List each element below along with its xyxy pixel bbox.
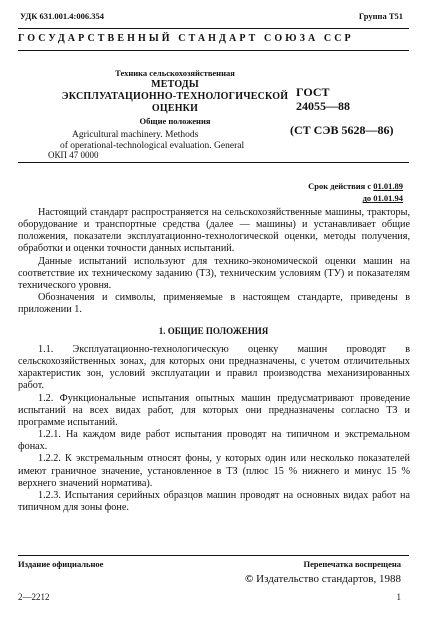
- title-block: [60, 68, 290, 152]
- title-category: Техника сельскохозяйственная: [115, 68, 235, 78]
- title-english-1: Agricultural machinery. Methods: [72, 130, 199, 140]
- order-number: 2—2212: [18, 592, 50, 602]
- title-line-1: МЕТОДЫ: [151, 79, 199, 90]
- banner-rule: [18, 50, 409, 51]
- section-paragraph: 1.1. Эксплуатационно-технологическую оценку машин проводят в сельскохозяйственных зонах, для которых они предназначены, с учетом отличительных характеристик зон, условий эксплуатации и правил производства механизированных работ.: [18, 344, 410, 392]
- reprint-notice: Перепечатка воспрещена: [303, 559, 401, 569]
- section-paragraph: 1.2. Функциональные испытания опытных машин предусматривают проведение испытаний на всех видах работ, для которых они предназначены согласно ТЗ и программе испытаний.: [18, 392, 410, 428]
- intro-text: [18, 207, 410, 316]
- gost-block: [296, 85, 350, 113]
- udk-code: УДК 631.001.4:006.354: [20, 11, 104, 21]
- effective-to: 01.01.94: [373, 193, 403, 203]
- title-english-2: of operational-technological evaluation. General: [60, 141, 245, 151]
- publisher-line: [245, 573, 401, 585]
- section-paragraph: 1.2.1. На каждом виде работ испытания проводят на типичном и экстремальном фонах.: [18, 429, 410, 453]
- edition-label: Издание официальное: [18, 559, 104, 569]
- effective-from: 01.01.89: [373, 181, 403, 191]
- section-paragraph: 1.2.2. К экстремальным относят фоны, у которых один или несколько показателей имеют граничное значение, установленное в ТЗ (плюс 15 % нижнего и минус 15 % верхнего значений норматива).: [18, 453, 410, 489]
- intro-paragraph: Настоящий стандарт распространяется на сельскохозяйственные машины, тракторы, оборудование и транспортные средства (далее — машины) и устанавливает общие положения, показатели эксплуатационно-технологической оценки, методы получения, обработки и оценки точности данных испытаний.: [18, 207, 410, 255]
- publisher-name: Издательство стандартов, 1988: [256, 573, 401, 585]
- gost-number: 24055—88: [296, 99, 350, 113]
- title-line-2: ЭКСПЛУАТАЦИОННО-ТЕХНОЛОГИЧЕСКОЙ: [61, 91, 289, 102]
- title-subtitle: Общие положения: [139, 116, 211, 126]
- meta-rule: [18, 162, 409, 163]
- okp-code: ОКП 47 0000: [48, 150, 99, 160]
- gost-label: ГОСТ: [296, 85, 330, 99]
- intro-paragraph: Обозначения и символы, применяемые в настоящем стандарте, приведены в приложении 1.: [18, 292, 410, 316]
- top-rule: [18, 28, 409, 29]
- cmea-number: (СТ СЭВ 5628—86): [290, 123, 394, 137]
- section-text: [18, 344, 410, 514]
- page-number: 1: [396, 592, 401, 602]
- group-code: Группа Т51: [358, 11, 403, 21]
- section-paragraph: 1.2.3. Испытания серийных образцов машин проводят на основных видах работ на типичном для зоны фоне.: [18, 489, 410, 514]
- effective-to-label: до: [362, 193, 372, 203]
- effective-period: [308, 180, 403, 204]
- footer-rule: [18, 555, 409, 556]
- title-line-3: ОЦЕНКИ: [151, 103, 199, 114]
- effective-label: Срок действия с: [308, 181, 372, 191]
- copyright-icon: ©: [244, 573, 254, 585]
- standard-banner: ГОСУДАРСТВЕННЫЙ СТАНДАРТ СОЮЗА ССР: [18, 33, 354, 44]
- section-title: 1. ОБЩИЕ ПОЛОЖЕНИЯ: [158, 326, 269, 336]
- intro-paragraph: Данные испытаний используют для технико-экономической оценки машин на соответствие их техническому заданию (ТЗ), техническим условиям (ТУ) и показателям технического уровня.: [18, 255, 410, 291]
